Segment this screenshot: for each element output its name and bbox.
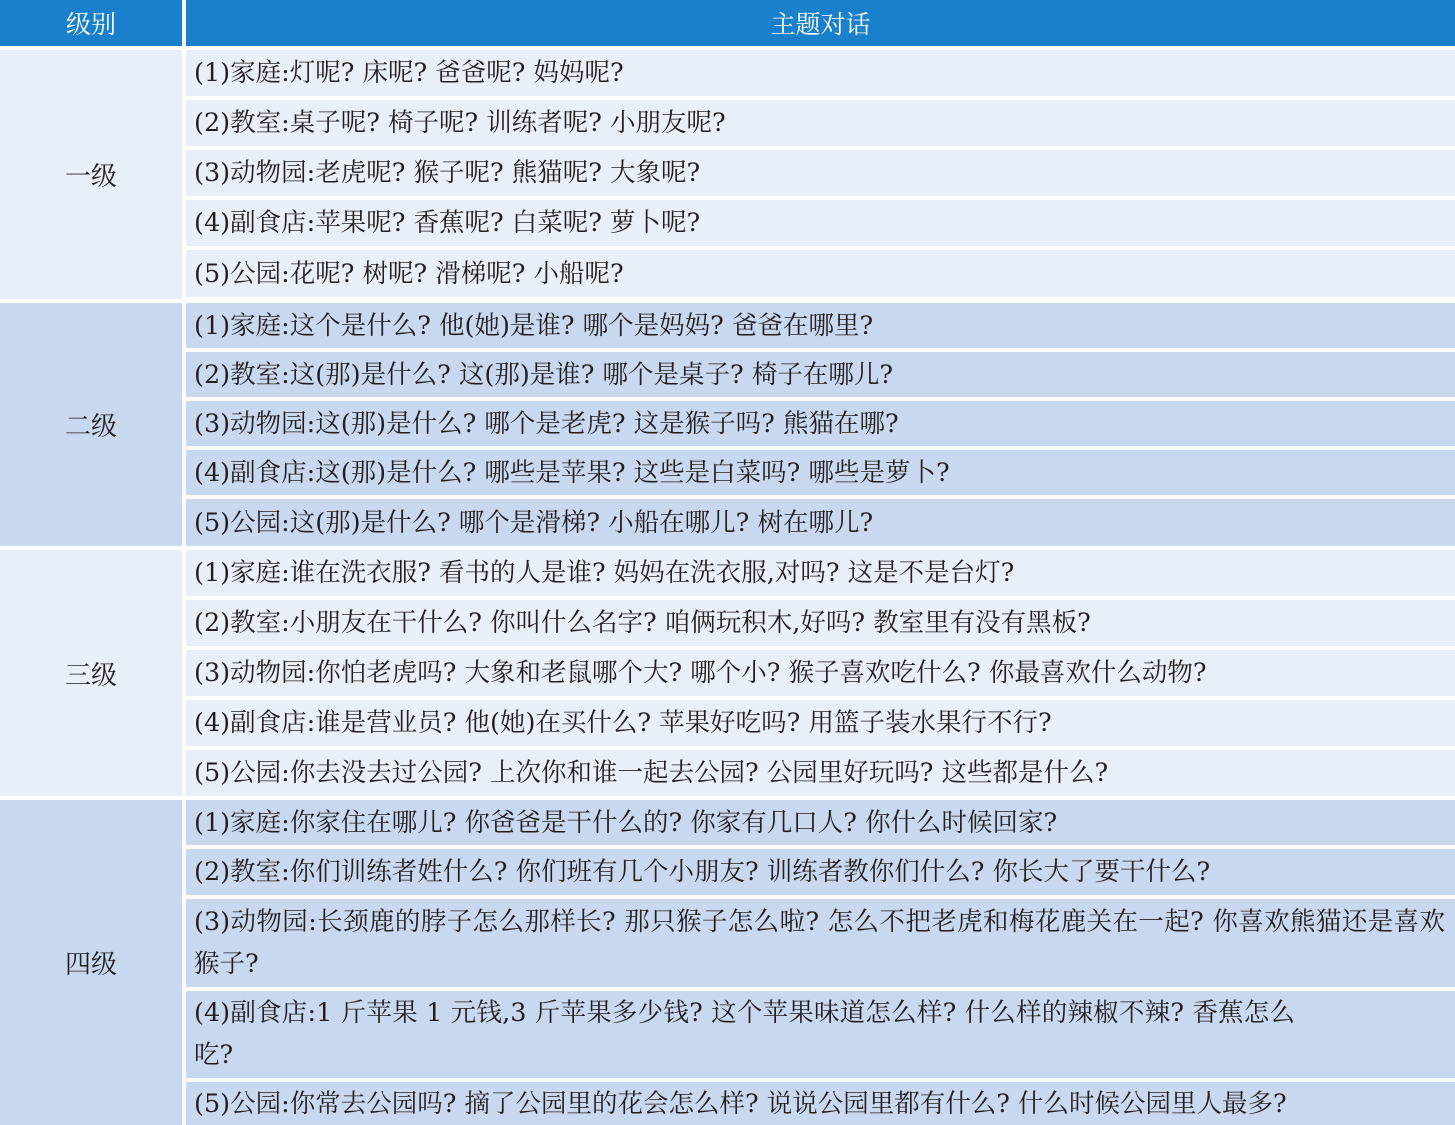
- level-4-item-4: (4)副食店:1 斤苹果 1 元钱,3 斤苹果多少钱? 这个苹果味道怎么样? 什么样的辣椒不辣? 香蕉怎么吃?: [186, 991, 1455, 1078]
- level-3-item-2: (2)教室:小朋友在干什么? 你叫什么名字? 咱俩玩积木,好吗? 教室里有没有黑板?: [186, 600, 1455, 646]
- level-1-label: 一级: [0, 50, 182, 299]
- level-2-label: 二级: [0, 303, 182, 546]
- level-3-item-1: (1)家庭:谁在洗衣服? 看书的人是谁? 妈妈在洗衣服,对吗? 这是不是台灯?: [186, 550, 1455, 596]
- level-3-item-5: (5)公园:你去没去过公园? 上次你和谁一起去公园? 公园里好玩吗? 这些都是什么?: [186, 750, 1455, 796]
- level-2-item-3: (3)动物园:这(那)是什么? 哪个是老虎? 这是猴子吗? 熊猫在哪?: [186, 401, 1455, 446]
- level-1-item-3: (3)动物园:老虎呢? 猴子呢? 熊猫呢? 大象呢?: [186, 150, 1455, 196]
- level-4-item-3: (3)动物园:长颈鹿的脖子怎么那样长? 那只猴子怎么啦? 怎么不把老虎和梅花鹿关在一起? 你喜欢熊猫还是喜欢猴子?: [186, 899, 1455, 987]
- level-4-label: 四级: [0, 800, 182, 1125]
- level-4-item-2: (2)教室:你们训练者姓什么? 你们班有几个小朋友? 训练者教你们什么? 你长大了要干什么?: [186, 849, 1455, 894]
- level-3-label: 三级: [0, 550, 182, 796]
- level-3-group: [186, 550, 1455, 796]
- level-3-item-4: (4)副食店:谁是营业员? 他(她)在买什么? 苹果好吃吗? 用篮子装水果行不行?: [186, 700, 1455, 746]
- level-1-item-5: (5)公园:花呢? 树呢? 滑梯呢? 小船呢?: [186, 250, 1455, 297]
- header-topic: 主题对话: [186, 0, 1455, 46]
- level-4-group: [186, 800, 1455, 1125]
- level-2-item-5: (5)公园:这(那)是什么? 哪个是滑梯? 小船在哪儿? 树在哪儿?: [186, 499, 1455, 546]
- level-1-group: [186, 50, 1455, 299]
- level-1-item-4: (4)副食店:苹果呢? 香蕉呢? 白菜呢? 萝卜呢?: [186, 200, 1455, 246]
- header-level: 级别: [0, 0, 182, 46]
- level-1-item-2: (2)教室:桌子呢? 椅子呢? 训练者呢? 小朋友呢?: [186, 100, 1455, 146]
- level-2-group: [186, 303, 1455, 546]
- level-2-item-4: (4)副食店:这(那)是什么? 哪些是苹果? 这些是白菜吗? 哪些是萝卜?: [186, 450, 1455, 495]
- level-2-item-2: (2)教室:这(那)是什么? 这(那)是谁? 哪个是桌子? 椅子在哪儿?: [186, 352, 1455, 397]
- level-1-item-1: (1)家庭:灯呢? 床呢? 爸爸呢? 妈妈呢?: [186, 50, 1455, 96]
- level-4-item-5: (5)公园:你常去公园吗? 摘了公园里的花会怎么样? 说说公园里都有什么? 什么时候公园里人最多?: [186, 1082, 1455, 1125]
- level-2-item-1: (1)家庭:这个是什么? 他(她)是谁? 哪个是妈妈? 爸爸在哪里?: [186, 303, 1455, 348]
- level-4-item-1: (1)家庭:你家住在哪儿? 你爸爸是干什么的? 你家有几口人? 你什么时候回家?: [186, 800, 1455, 845]
- level-3-item-3: (3)动物园:你怕老虎吗? 大象和老鼠哪个大? 哪个小? 猴子喜欢吃什么? 你最喜欢什么动物?: [186, 650, 1455, 696]
